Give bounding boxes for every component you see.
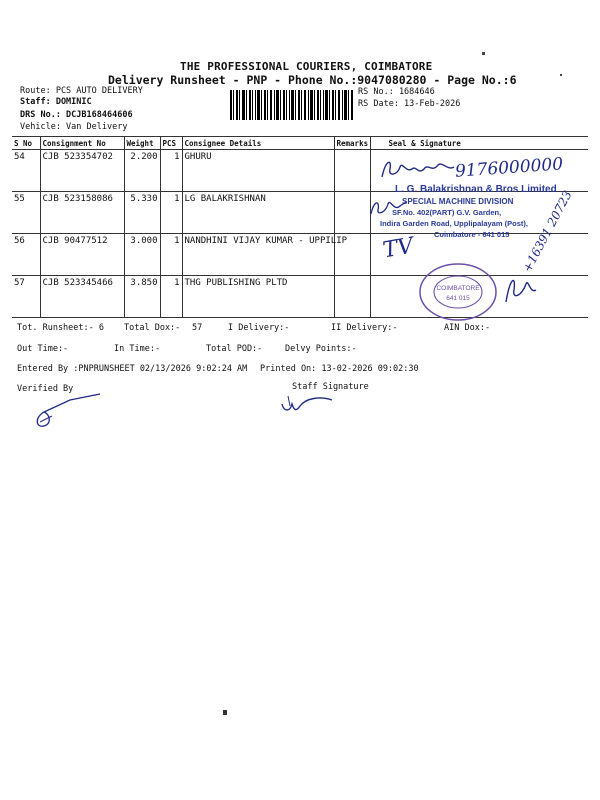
cell-weight: 3.850 (124, 276, 160, 318)
ain-dox: AIN Dox:- (444, 323, 491, 333)
cell-consignment: CJB 90477512 (40, 234, 124, 276)
cell-remarks (334, 150, 370, 192)
seal-center-text: COIMBATORE (436, 285, 480, 292)
round-seal (418, 262, 498, 322)
col-sno: S No (12, 137, 40, 150)
scan-speck (223, 710, 227, 715)
handwritten-phone: 9176000000 (454, 154, 564, 182)
vehicle: Vehicle: Van Delivery (20, 122, 128, 132)
rs-number: RS No.: 1684646 (358, 87, 435, 97)
cell-pcs: 1 (160, 276, 182, 318)
verified-by: Verified By (17, 384, 74, 394)
col-remarks: Remarks (334, 137, 370, 150)
col-consignee: Consignee Details (182, 137, 334, 150)
cell-pcs: 1 (160, 150, 182, 192)
handwritten-signature-1 (378, 155, 458, 185)
handwritten-signature-2 (368, 196, 408, 218)
cell-consignee: THG PUBLISHING PLTD (182, 276, 334, 318)
col-seal: Seal & Signature (370, 137, 588, 150)
ii-delivery: II Delivery:- (331, 323, 398, 333)
out-time: Out Time:- (17, 344, 69, 354)
seal-pin-text: 641 015 (446, 295, 470, 302)
cell-weight: 5.330 (124, 192, 160, 234)
staff: Staff: DOMINIC (20, 97, 92, 107)
route: Route: PCS AUTO DELIVERY (20, 86, 143, 96)
handwritten-tv: TV (381, 233, 416, 264)
col-weight: Weight (124, 137, 160, 150)
cell-weight: 3.000 (124, 234, 160, 276)
printed-on: Printed On: 13-02-2026 09:02:30 (260, 364, 419, 374)
cell-consignment: CJB 523158086 (40, 192, 124, 234)
cell-sno: 54 (12, 150, 40, 192)
handwritten-phone-2: +16391 20723 (520, 188, 575, 275)
cell-sno: 56 (12, 234, 40, 276)
cell-weight: 2.200 (124, 150, 160, 192)
cell-consignee: LG BALAKRISHNAN (182, 192, 334, 234)
cell-pcs: 1 (160, 234, 182, 276)
col-pcs: PCS (160, 137, 182, 150)
total-pod: Total POD:- (206, 344, 263, 354)
rs-date: RS Date: 13-Feb-2026 (358, 99, 461, 109)
stamp-line-2: SPECIAL MACHINE DIVISION (402, 197, 514, 206)
cell-pcs: 1 (160, 192, 182, 234)
company-name: THE PROFESSIONAL COURIERS, COIMBATORE (180, 60, 433, 73)
total-dox-value: 57 (192, 323, 203, 333)
staff-signature (270, 390, 350, 420)
barcode (230, 90, 354, 120)
handwritten-signature-3 (500, 268, 540, 308)
table-header-row (12, 137, 588, 150)
stamp-line-1: L. G. Balakrishnan & Bros Limited (395, 184, 557, 195)
stamp-line-5: Coimbatore - 641 015 (434, 230, 510, 239)
cell-consignment: CJB 523354702 (40, 150, 124, 192)
cell-remarks (334, 276, 370, 318)
cell-sno: 55 (12, 192, 40, 234)
delvy-points: Delvy Points:- (285, 344, 357, 354)
total-dox-label: Total Dox:- (124, 323, 181, 333)
cell-sno: 57 (12, 276, 40, 318)
verified-signature (30, 392, 110, 432)
cell-consignment: CJB 523345466 (40, 276, 124, 318)
stamp-line-3: SF.No. 402(PART) G.V. Garden, (392, 208, 502, 217)
in-time: In Time:- (114, 344, 161, 354)
scan-speck (482, 52, 485, 55)
cell-consignee: NANDHINI VIJAY KUMAR - UPPILIP (182, 234, 334, 276)
i-delivery: I Delivery:- (228, 323, 290, 333)
scan-speck (560, 74, 562, 76)
tot-runsheet: Tot. Runsheet:- 6 (17, 323, 104, 333)
col-consignment: Consignment No (40, 137, 124, 150)
drs-number: DRS No.: DCJB168464606 (20, 110, 133, 120)
runsheet-title: Delivery Runsheet - PNP - Phone No.:9047080280 - Page No.:6 (108, 73, 517, 87)
cell-remarks (334, 192, 370, 234)
cell-consignee: GHURU (182, 150, 334, 192)
staff-signature-label: Staff Signature (292, 382, 369, 392)
entered-by: Entered By :PNPRUNSHEET 02/13/2026 9:02:24 AM (17, 364, 248, 374)
stamp-line-4: Indira Garden Road, Upplipalayam (Post), (380, 219, 528, 228)
